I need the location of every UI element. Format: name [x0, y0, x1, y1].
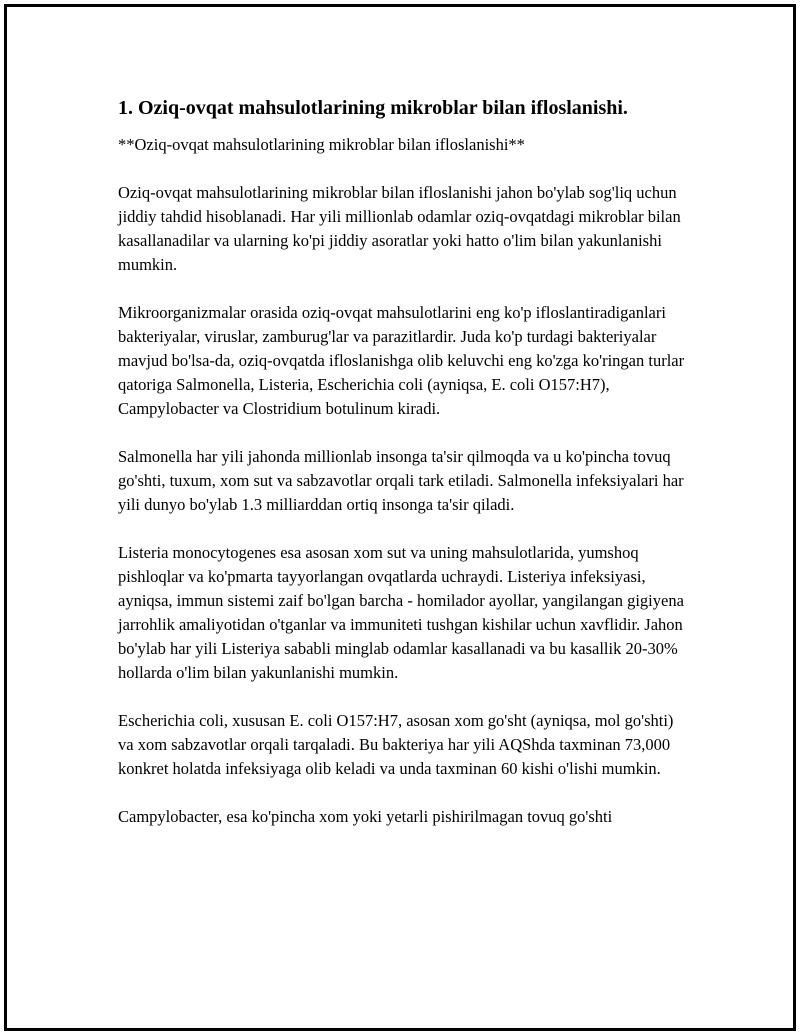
paragraph-ecoli: Escherichia coli, xususan E. coli O157:H7, asosan xom go'sht (ayniqsa, mol go'shti) va xom sabzavotlar orqali tarqaladi. Bu bakteriya har yili AQShda taxminan 73,000 konkret holatda infeksiyaga olib keladi va unda taxminan 60 kishi o'lishi mumkin.	[118, 711, 674, 778]
document-title: 1. Oziq-ovqat mahsulotlarining mikroblar bilan ifloslanishi.	[118, 97, 628, 119]
paragraph-microorganisms: Mikroorganizmalar orasida oziq-ovqat mahsulotlarini eng ko'p ifloslantiradiganlari bakteriyalar, viruslar, zamburug'lar va parazitlardir. Juda ko'p turdagi bakteriyalar mavjud bo'lsa-da, oziq-ovqatda ifloslanishga olib keluvchi eng ko'zga ko'ringan turlar qatoriga Salmonella, Listeria, Escherichia coli (ayniqsa, E. coli O157:H7), Campylobacter va Clostridium botulinum kiradi.	[118, 303, 685, 418]
document-page	[4, 4, 796, 1031]
paragraph-listeria: Listeria monocytogenes esa asosan xom sut va uning mahsulotlarida, yumshoq pishloqlar va ko'pmarta tayyorlangan ovqatlarda uchraydi. Listeriya infeksiyasi, ayniqsa, immun sistemi zaif bo'lgan barcha - homilador ayollar, yangilangan gigiyena jarrohlik amaliyotidan o'tganlar va immuniteti tushgan kishilar uchun xavflidir. Jahon bo'ylab har yili Listeriya sababli minglab odamlar kasallanadi va bu kasallik 20-30% hollarda o'lim bilan yakunlanishi mumkin.	[118, 543, 684, 682]
paragraph-intro: Oziq-ovqat mahsulotlarining mikroblar bilan ifloslanishi jahon bo'ylab sog'liq uchun jiddiy tahdid hisoblanadi. Har yili millionlab odamlar oziq-ovqatdagi mikroblar bilan kasallanadilar va ularning ko'pi jiddiy asoratlar yoki hatto o'lim bilan yakunlanishi mumkin.	[118, 183, 681, 274]
paragraph-salmonella: Salmonella har yili jahonda millionlab insonga ta'sir qilmoqda va u ko'pincha tovuq go'shti, tuxum, xom sut va sabzavotlar orqali tark etiladi. Salmonella infeksiyalari har yili dunyo bo'ylab 1.3 milliarddan ortiq insonga ta'sir qiladi.	[118, 447, 684, 514]
document-body	[118, 95, 693, 853]
paragraph-campylobacter: Campylobacter, esa ko'pincha xom yoki yetarli pishirilmagan tovuq go'shti	[118, 807, 613, 826]
document-subtitle: **Oziq-ovqat mahsulotlarining mikroblar bilan ifloslanishi**	[118, 135, 525, 154]
